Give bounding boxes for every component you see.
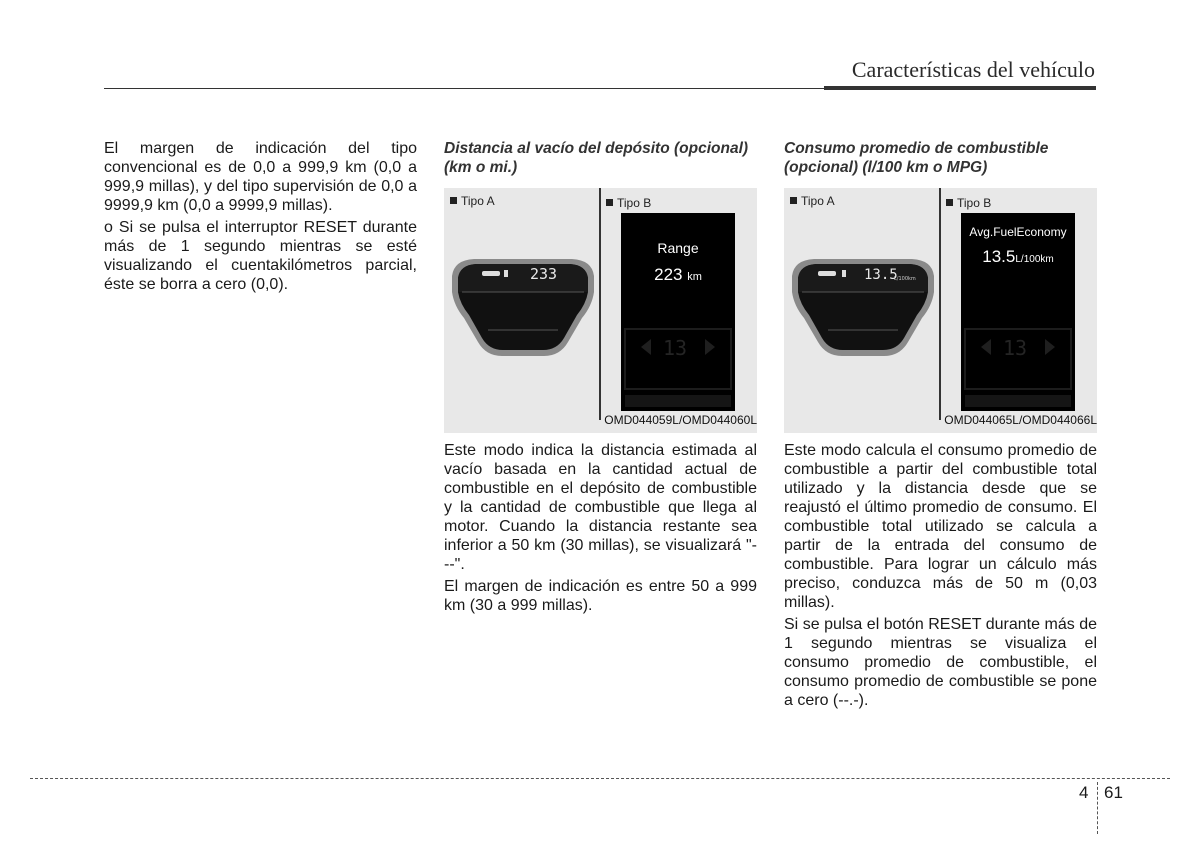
fuel-icon [482,271,500,276]
footer-divider [1097,782,1098,834]
display-ghost-segments [961,315,1075,411]
display-b-value: 223 [654,265,683,284]
display-b-unit: km [687,271,702,283]
square-bullet-icon [790,197,797,204]
square-bullet-icon [946,199,953,206]
paragraph: Este modo indica la distancia estimada al vacío basada en la cantidad actual de combustible en el depósito de combustible y la cantidad de combustible que llega al motor. Cuando la distancia restante sea inferior a 50 km (30 millas), se visualizará "---". [444,442,757,573]
figure-label-a: Tipo A [790,192,835,211]
page-number: 61 [1104,783,1123,802]
fuel-icon [818,271,836,276]
display-b-title: Avg.FuelEconomy [969,225,1067,239]
cluster-display-type-a [784,254,942,364]
chapter-number: 4 [1079,783,1089,802]
paragraph: Este modo calcula el consumo promedio de combustible a partir del combustible total utilizado y la distancia desde que se reajustó el último promedio de consumo. El combustible total utilizado se calcula a partir de la entrada del consumo de combustible. Para lograr un cálculo más preciso, conduzca más de 50 m (0,03 millas). [784,442,1097,611]
figure-divider [939,188,941,420]
paragraph: o Si se pulsa el interruptor RESET durante más de 1 segundo mientras se esté visualizando el cuentakilómetros parcial, éste se borra a cero (0,0). [104,219,417,293]
square-bullet-icon [606,199,613,206]
column-left [104,139,417,297]
header-title: Características del vehículo [851,57,1095,82]
ghost-gear-digits: 13 [663,336,688,360]
paragraph: El margen de indicación del tipo convencional es de 0,0 a 999,9 km (0,0 a 999,9 millas), y del tipo supervisión de 0,0 a 9999,9 km (0,0 a 9999,9 millas). [104,140,417,214]
display-a-value: 13.5 [864,267,898,283]
figure-code: OMD044065L/OMD044066L [944,413,1097,427]
square-bullet-icon [450,197,457,204]
figure-label-b: Tipo B [606,194,651,213]
display-b-value: 13.5 [982,247,1016,266]
cluster-display-type-b [961,213,1075,411]
ghost-gear-digits: 13 [1003,336,1028,360]
figure-divider [599,188,601,420]
column-middle [444,139,757,618]
figure-label-b: Tipo B [946,194,991,213]
display-a-value: 233 [530,265,558,283]
paragraph: Si se pulsa el botón RESET durante más de 1 segundo mientras se visualiza el consumo promedio de combustible, el consumo promedio de combustible se pone a cero (--.-). [784,616,1097,709]
column-right [784,139,1097,713]
section-title: Consumo promedio de combustible (opcional) (l/100 km o MPG) [784,140,1049,176]
cluster-display-type-a [444,254,602,364]
cluster-display-type-b [621,213,735,411]
display-b-title: Range [657,240,699,256]
figure-fuel-economy [784,188,1097,433]
paragraph: El margen de indicación es entre 50 a 999 km (30 a 999 millas). [444,578,757,614]
figure-code: OMD044059L/OMD044060L [604,413,757,427]
display-a-unit: L/100km [894,276,916,282]
figure-range [444,188,757,433]
footer-rule [30,778,1170,779]
display-ghost-segments [621,315,735,411]
figure-label-a: Tipo A [450,192,495,211]
display-b-unit: L/100km [1015,254,1054,265]
section-title: Distancia al vacío del depósito (opcional) (km o mi.) [444,140,749,176]
header-rule-accent [824,86,1096,90]
